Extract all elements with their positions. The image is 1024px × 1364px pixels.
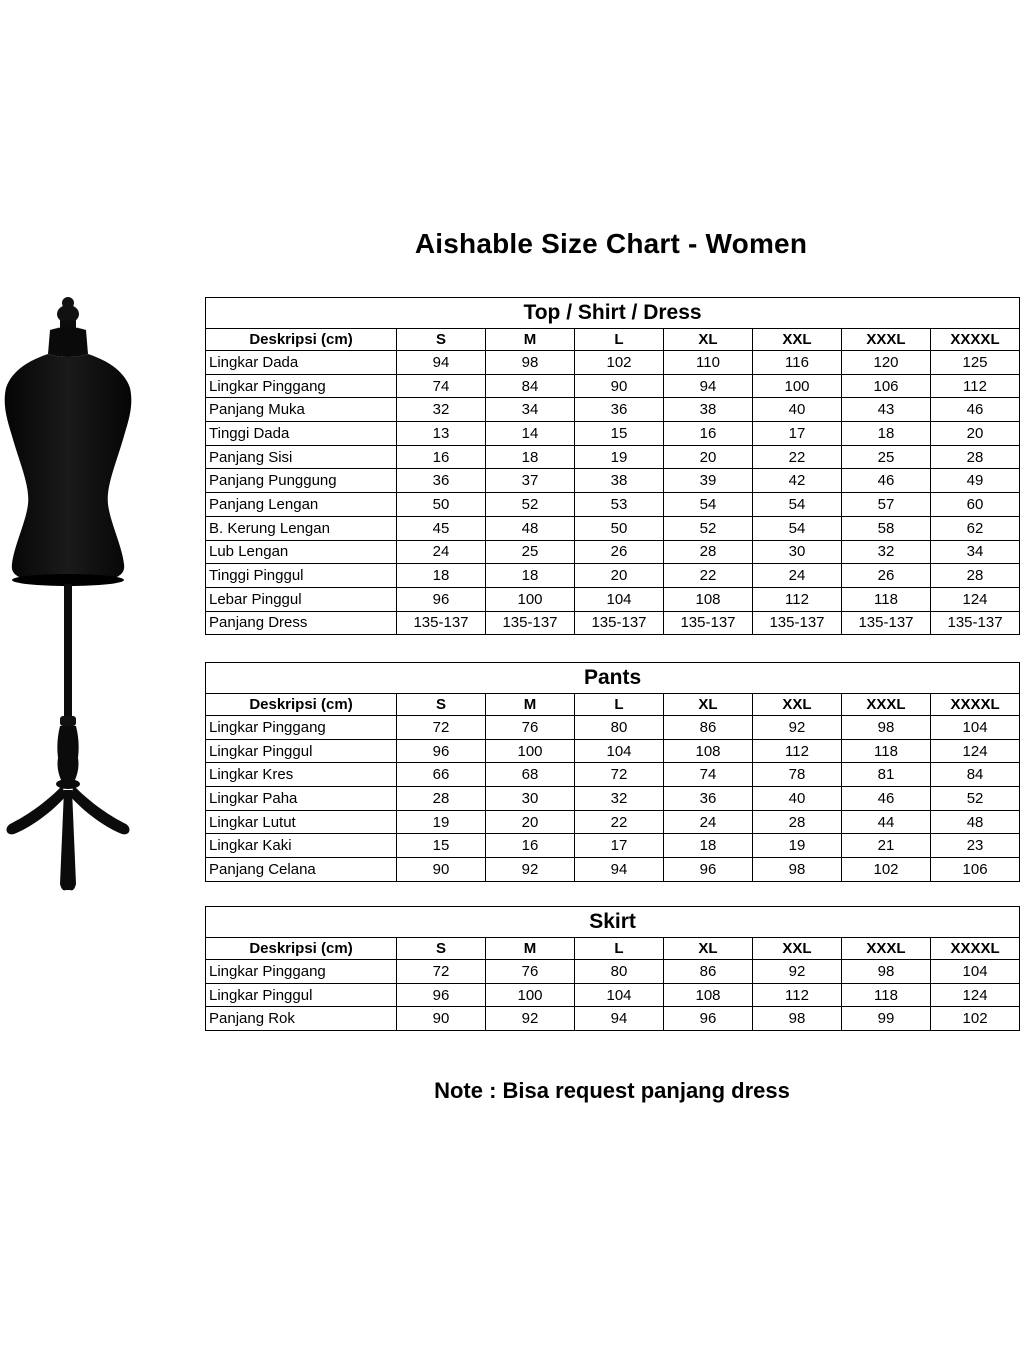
column-header: XXXL	[842, 694, 931, 716]
size-value-cell: 34	[931, 540, 1020, 564]
column-header: XXXXL	[931, 329, 1020, 351]
row-description-cell: B. Kerung Lengan	[206, 516, 397, 540]
size-value-cell: 66	[397, 763, 486, 787]
page-title: Aishable Size Chart - Women	[414, 228, 808, 259]
size-value-cell: 98	[842, 716, 931, 740]
size-value-cell: 100	[486, 983, 575, 1007]
table-header-row	[206, 694, 1020, 716]
size-value-cell: 118	[842, 587, 931, 611]
table-row	[206, 834, 1020, 858]
column-header: XXL	[753, 329, 842, 351]
size-value-cell: 16	[664, 422, 753, 446]
size-value-cell: 108	[664, 587, 753, 611]
table-row	[206, 787, 1020, 811]
size-value-cell: 22	[753, 445, 842, 469]
size-value-cell: 104	[575, 587, 664, 611]
size-value-cell: 135-137	[664, 611, 753, 635]
row-description-cell: Panjang Celana	[206, 858, 397, 882]
row-description-cell: Lingkar Lutut	[206, 810, 397, 834]
size-value-cell: 19	[575, 445, 664, 469]
size-value-cell: 112	[753, 587, 842, 611]
size-value-cell: 28	[397, 787, 486, 811]
size-value-cell: 72	[397, 716, 486, 740]
size-value-cell: 18	[486, 564, 575, 588]
row-description-cell: Lingkar Pinggul	[206, 739, 397, 763]
size-value-cell: 104	[575, 739, 664, 763]
size-value-cell: 135-137	[931, 611, 1020, 635]
size-value-cell: 118	[842, 739, 931, 763]
size-value-cell: 110	[664, 351, 753, 375]
size-value-cell: 15	[397, 834, 486, 858]
size-value-cell: 98	[842, 960, 931, 984]
size-value-cell: 18	[842, 422, 931, 446]
column-header: XXL	[753, 694, 842, 716]
size-value-cell: 120	[842, 351, 931, 375]
size-value-cell: 20	[664, 445, 753, 469]
size-value-cell: 21	[842, 834, 931, 858]
row-description-cell: Lingkar Paha	[206, 787, 397, 811]
table-row	[206, 983, 1020, 1007]
size-value-cell: 36	[575, 398, 664, 422]
column-header: XL	[664, 329, 753, 351]
size-value-cell: 17	[753, 422, 842, 446]
size-value-cell: 118	[842, 983, 931, 1007]
table-row	[206, 540, 1020, 564]
size-value-cell: 76	[486, 960, 575, 984]
row-description-cell: Lingkar Kres	[206, 763, 397, 787]
table-row	[206, 763, 1020, 787]
size-value-cell: 74	[664, 763, 753, 787]
size-value-cell: 24	[664, 810, 753, 834]
table-section-title: Top / Shirt / Dress	[206, 298, 1020, 329]
size-value-cell: 98	[753, 858, 842, 882]
table-row	[206, 422, 1020, 446]
row-description-cell: Panjang Lengan	[206, 493, 397, 517]
column-header: S	[397, 938, 486, 960]
size-value-cell: 100	[753, 374, 842, 398]
size-value-cell: 46	[931, 398, 1020, 422]
size-value-cell: 102	[575, 351, 664, 375]
size-value-cell: 13	[397, 422, 486, 446]
column-header: M	[486, 329, 575, 351]
size-value-cell: 108	[664, 983, 753, 1007]
size-value-cell: 96	[664, 858, 753, 882]
size-value-cell: 44	[842, 810, 931, 834]
size-value-cell: 54	[664, 493, 753, 517]
size-value-cell: 52	[486, 493, 575, 517]
size-value-cell: 98	[486, 351, 575, 375]
column-header: Deskripsi (cm)	[206, 694, 397, 716]
size-value-cell: 116	[753, 351, 842, 375]
size-value-cell: 135-137	[397, 611, 486, 635]
column-header: XL	[664, 694, 753, 716]
size-value-cell: 112	[753, 739, 842, 763]
size-value-cell: 124	[931, 739, 1020, 763]
size-value-cell: 16	[486, 834, 575, 858]
size-value-cell: 16	[397, 445, 486, 469]
size-value-cell: 60	[931, 493, 1020, 517]
size-value-cell: 20	[931, 422, 1020, 446]
size-value-cell: 90	[575, 374, 664, 398]
size-value-cell: 15	[575, 422, 664, 446]
row-description-cell: Lingkar Pinggul	[206, 983, 397, 1007]
size-value-cell: 58	[842, 516, 931, 540]
row-description-cell: Panjang Punggung	[206, 469, 397, 493]
size-value-cell: 90	[397, 1007, 486, 1031]
size-value-cell: 48	[486, 516, 575, 540]
size-value-cell: 72	[397, 960, 486, 984]
size-value-cell: 26	[842, 564, 931, 588]
size-value-cell: 102	[842, 858, 931, 882]
size-value-cell: 96	[397, 983, 486, 1007]
column-header: XXXXL	[931, 694, 1020, 716]
size-value-cell: 23	[931, 834, 1020, 858]
table-row	[206, 564, 1020, 588]
size-value-cell: 86	[664, 960, 753, 984]
size-value-cell: 48	[931, 810, 1020, 834]
row-description-cell: Panjang Sisi	[206, 445, 397, 469]
top-shirt-dress-table	[205, 297, 1020, 635]
size-value-cell: 25	[486, 540, 575, 564]
size-value-cell: 18	[397, 564, 486, 588]
size-value-cell: 125	[931, 351, 1020, 375]
size-value-cell: 50	[397, 493, 486, 517]
table-row	[206, 374, 1020, 398]
table-row	[206, 587, 1020, 611]
size-value-cell: 28	[664, 540, 753, 564]
size-value-cell: 94	[397, 351, 486, 375]
size-value-cell: 94	[664, 374, 753, 398]
size-value-cell: 135-137	[575, 611, 664, 635]
size-value-cell: 28	[931, 445, 1020, 469]
size-value-cell: 124	[931, 983, 1020, 1007]
size-value-cell: 50	[575, 516, 664, 540]
row-description-cell: Tinggi Dada	[206, 422, 397, 446]
size-value-cell: 24	[753, 564, 842, 588]
size-value-cell: 24	[397, 540, 486, 564]
size-value-cell: 36	[664, 787, 753, 811]
column-header: XXXXL	[931, 938, 1020, 960]
size-value-cell: 62	[931, 516, 1020, 540]
size-value-cell: 52	[664, 516, 753, 540]
size-value-cell: 39	[664, 469, 753, 493]
table-row	[206, 960, 1020, 984]
table-row	[206, 858, 1020, 882]
size-value-cell: 135-137	[753, 611, 842, 635]
table-row	[206, 739, 1020, 763]
row-description-cell: Panjang Muka	[206, 398, 397, 422]
size-value-cell: 25	[842, 445, 931, 469]
size-value-cell: 102	[931, 1007, 1020, 1031]
table-row	[206, 493, 1020, 517]
row-description-cell: Panjang Rok	[206, 1007, 397, 1031]
size-value-cell: 54	[753, 493, 842, 517]
pants-table	[205, 662, 1020, 882]
size-value-cell: 84	[931, 763, 1020, 787]
column-header: L	[575, 938, 664, 960]
size-value-cell: 90	[397, 858, 486, 882]
size-value-cell: 108	[664, 739, 753, 763]
size-value-cell: 38	[575, 469, 664, 493]
table-header-row	[206, 938, 1020, 960]
row-description-cell: Lub Lengan	[206, 540, 397, 564]
size-value-cell: 104	[931, 960, 1020, 984]
size-value-cell: 43	[842, 398, 931, 422]
table-row	[206, 1007, 1020, 1031]
table-row	[206, 516, 1020, 540]
column-header: L	[575, 694, 664, 716]
size-value-cell: 96	[397, 587, 486, 611]
table-row	[206, 810, 1020, 834]
column-header: XL	[664, 938, 753, 960]
table-section-title: Pants	[206, 663, 1020, 694]
dress-form-mannequin-icon	[0, 296, 140, 896]
size-value-cell: 106	[931, 858, 1020, 882]
column-header: S	[397, 694, 486, 716]
row-description-cell: Lingkar Pinggang	[206, 374, 397, 398]
table-row	[206, 611, 1020, 635]
size-value-cell: 46	[842, 787, 931, 811]
size-value-cell: 20	[575, 564, 664, 588]
size-value-cell: 135-137	[842, 611, 931, 635]
size-value-cell: 52	[931, 787, 1020, 811]
size-value-cell: 32	[575, 787, 664, 811]
column-header: Deskripsi (cm)	[206, 329, 397, 351]
column-header: XXXL	[842, 329, 931, 351]
size-value-cell: 124	[931, 587, 1020, 611]
size-value-cell: 26	[575, 540, 664, 564]
table-section-title: Skirt	[206, 907, 1020, 938]
size-value-cell: 42	[753, 469, 842, 493]
size-value-cell: 20	[486, 810, 575, 834]
size-value-cell: 104	[931, 716, 1020, 740]
size-value-cell: 14	[486, 422, 575, 446]
size-value-cell: 19	[753, 834, 842, 858]
note-text: Note : Bisa request panjang dress	[434, 1078, 790, 1103]
size-value-cell: 57	[842, 493, 931, 517]
size-value-cell: 40	[753, 787, 842, 811]
column-header: M	[486, 694, 575, 716]
size-value-cell: 96	[397, 739, 486, 763]
size-value-cell: 80	[575, 960, 664, 984]
size-value-cell: 104	[575, 983, 664, 1007]
size-value-cell: 18	[486, 445, 575, 469]
size-value-cell: 45	[397, 516, 486, 540]
size-value-cell: 106	[842, 374, 931, 398]
size-value-cell: 19	[397, 810, 486, 834]
size-value-cell: 18	[664, 834, 753, 858]
size-value-cell: 49	[931, 469, 1020, 493]
size-value-cell: 86	[664, 716, 753, 740]
row-description-cell: Tinggi Pinggul	[206, 564, 397, 588]
size-value-cell: 92	[753, 960, 842, 984]
table-row	[206, 445, 1020, 469]
size-value-cell: 40	[753, 398, 842, 422]
column-header: L	[575, 329, 664, 351]
size-value-cell: 80	[575, 716, 664, 740]
table-row	[206, 716, 1020, 740]
column-header: Deskripsi (cm)	[206, 938, 397, 960]
size-value-cell: 100	[486, 739, 575, 763]
column-header: XXXL	[842, 938, 931, 960]
table-row	[206, 351, 1020, 375]
size-value-cell: 81	[842, 763, 931, 787]
size-value-cell: 30	[753, 540, 842, 564]
size-value-cell: 28	[753, 810, 842, 834]
row-description-cell: Lingkar Pinggang	[206, 960, 397, 984]
size-value-cell: 96	[664, 1007, 753, 1031]
size-value-cell: 54	[753, 516, 842, 540]
size-value-cell: 112	[931, 374, 1020, 398]
size-value-cell: 100	[486, 587, 575, 611]
size-value-cell: 28	[931, 564, 1020, 588]
size-value-cell: 32	[397, 398, 486, 422]
size-value-cell: 92	[486, 858, 575, 882]
size-value-cell: 32	[842, 540, 931, 564]
size-value-cell: 38	[664, 398, 753, 422]
size-value-cell: 84	[486, 374, 575, 398]
table-row	[206, 469, 1020, 493]
size-value-cell: 98	[753, 1007, 842, 1031]
size-value-cell: 135-137	[486, 611, 575, 635]
size-value-cell: 68	[486, 763, 575, 787]
skirt-table	[205, 906, 1020, 1031]
size-value-cell: 72	[575, 763, 664, 787]
row-description-cell: Lebar Pinggul	[206, 587, 397, 611]
size-value-cell: 22	[664, 564, 753, 588]
row-description-cell: Lingkar Kaki	[206, 834, 397, 858]
row-description-cell: Lingkar Pinggang	[206, 716, 397, 740]
size-value-cell: 34	[486, 398, 575, 422]
row-description-cell: Panjang Dress	[206, 611, 397, 635]
size-value-cell: 99	[842, 1007, 931, 1031]
row-description-cell: Lingkar Dada	[206, 351, 397, 375]
table-row	[206, 398, 1020, 422]
size-value-cell: 30	[486, 787, 575, 811]
size-value-cell: 112	[753, 983, 842, 1007]
size-value-cell: 22	[575, 810, 664, 834]
size-value-cell: 94	[575, 858, 664, 882]
size-value-cell: 17	[575, 834, 664, 858]
column-header: M	[486, 938, 575, 960]
size-value-cell: 94	[575, 1007, 664, 1031]
table-header-row	[206, 329, 1020, 351]
size-value-cell: 37	[486, 469, 575, 493]
size-value-cell: 92	[486, 1007, 575, 1031]
size-value-cell: 36	[397, 469, 486, 493]
size-value-cell: 74	[397, 374, 486, 398]
size-value-cell: 46	[842, 469, 931, 493]
size-value-cell: 92	[753, 716, 842, 740]
size-value-cell: 78	[753, 763, 842, 787]
size-value-cell: 76	[486, 716, 575, 740]
column-header: XXL	[753, 938, 842, 960]
column-header: S	[397, 329, 486, 351]
size-value-cell: 53	[575, 493, 664, 517]
